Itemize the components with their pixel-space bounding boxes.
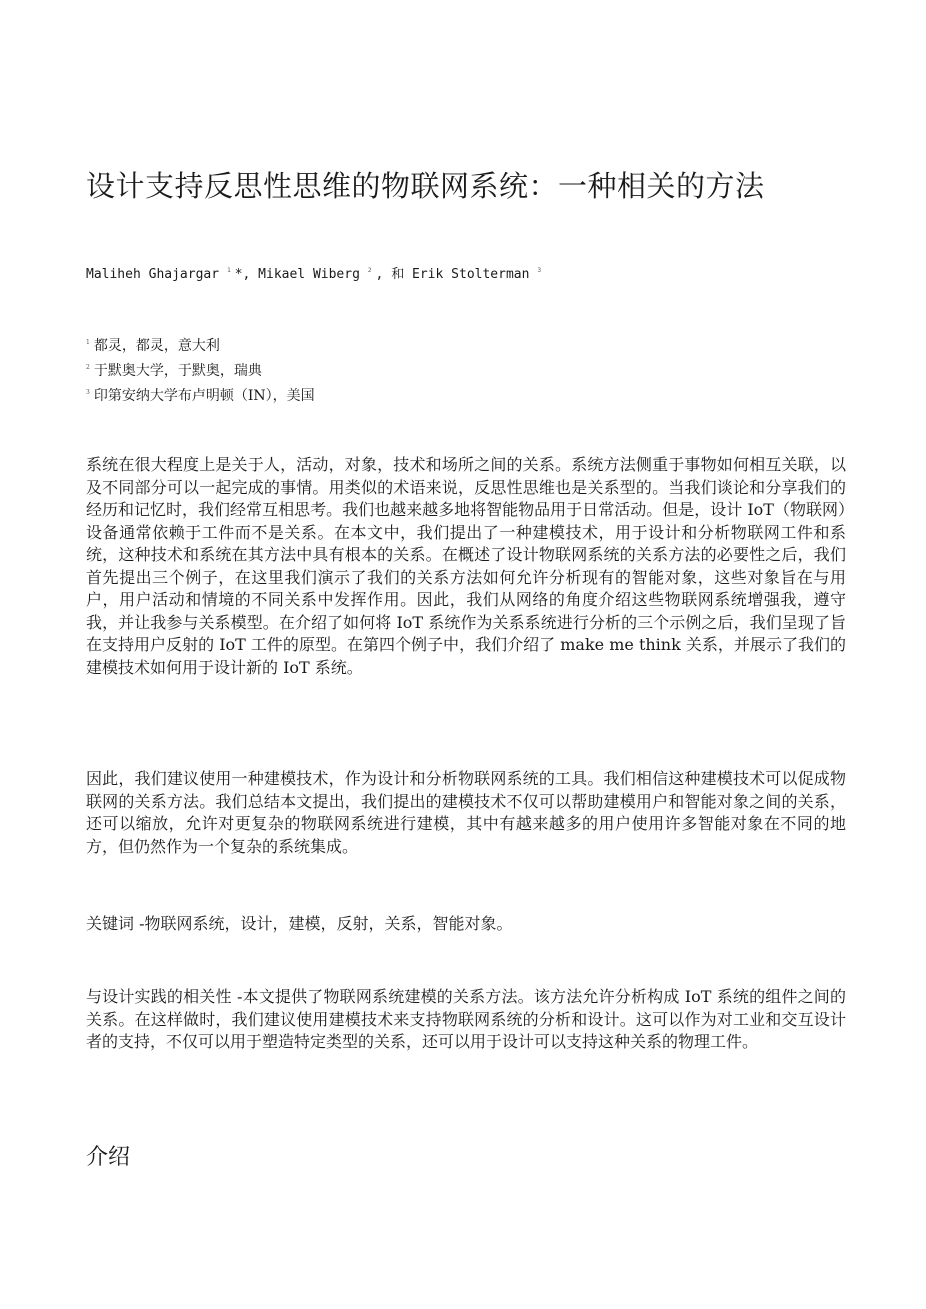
author-name: *, Mikael Wiberg <box>234 267 360 282</box>
affiliation-marker: 1 <box>86 339 90 346</box>
affiliation-text: 印第安纳大学布卢明顿（IN），美国 <box>93 388 315 404</box>
paper-title: 设计支持反思性思维的物联网系统：一种相关的方法 <box>86 169 765 203</box>
affiliation-item <box>86 382 846 407</box>
author-name: , 和 Erik Stolterman <box>375 267 530 282</box>
affiliation-item <box>86 332 846 357</box>
affiliation-marker: 3 <box>537 267 542 274</box>
keywords-line: 关键词 -物联网系统，设计，建模，反射，关系，智能对象。 <box>86 914 513 933</box>
affiliation-text: 都灵，都灵，意大利 <box>93 338 220 354</box>
affiliation-item <box>86 357 846 382</box>
affiliation-marker: 2 <box>86 364 90 371</box>
abstract-paragraph: 系统在很大程度上是关于人，活动，对象，技术和场所之间的关系。系统方法侧重于事物如何相互关联，以及不同部分可以一起完成的事情。用类似的术语来说，反思性思维也是关系型的。当我们谈论和分享我们的经历和记忆时，我们经常互相思考。我们也越来越多地将智能物品用于日常活动。但是，设计 IoT（物联网）设备通常依赖于工件而不是关系。在本文中，我们提出了一种建模技术，用于设计和分析物联网工件和系统，这种技术和系统在其方法中具有根本的关系。在概述了设计物联网系统的关系方法的必要性之后，我们首先提出三个例子，在这里我们演示了我们的关系方法如何允许分析现有的智能对象，这些对象旨在与用户，用户活动和情境的不同关系中发挥作用。因此，我们从网络的角度介绍这些物联网系统增强我，遵守我，并让我参与关系模型。在介绍了如何将 IoT 系统作为关系系统进行分析的三个示例之后，我们呈现了旨在支持用户反射的 IoT 工件的原型。在第四个例子中，我们介绍了 make me think 关系，并展示了我们的建模技术如何用于设计新的 IoT 系统。 <box>86 455 846 677</box>
author-name: Maliheh Ghajargar <box>86 267 220 282</box>
relevance-paragraph: 与设计实践的相关性 -本文提供了物联网系统建模的关系方法。该方法允许分析构成 IoT 系统的组件之间的关系。在这样做时，我们建议使用建模技术来支持物联网系统的分析和设计。这可以作为对工业和交互设计者的支持，不仅可以用于塑造特定类型的关系，还可以用于设计可以支持这种关系的物理工件。 <box>86 987 846 1051</box>
abstract-paragraph: 因此，我们建议使用一种建模技术，作为设计和分析物联网系统的工具。我们相信这种建模技术可以促成物联网的关系方法。我们总结本文提出，我们提出的建模技术不仅可以帮助建模用户和智能对象之间的关系，还可以缩放，允许对更复杂的物联网系统进行建模，其中有越来越多的用户使用许多智能对象在不同的地方，但仍然作为一个复杂的系统集成。 <box>86 769 846 856</box>
affiliation-text: 于默奥大学，于默奥，瑞典 <box>93 363 262 379</box>
affiliation-marker: 3 <box>86 389 90 396</box>
author-line <box>86 262 846 284</box>
section-heading: 介绍 <box>86 1145 131 1170</box>
affiliation-marker: 2 <box>367 267 372 274</box>
affiliation-list <box>86 332 846 407</box>
affiliation-marker: 1 <box>227 267 231 274</box>
